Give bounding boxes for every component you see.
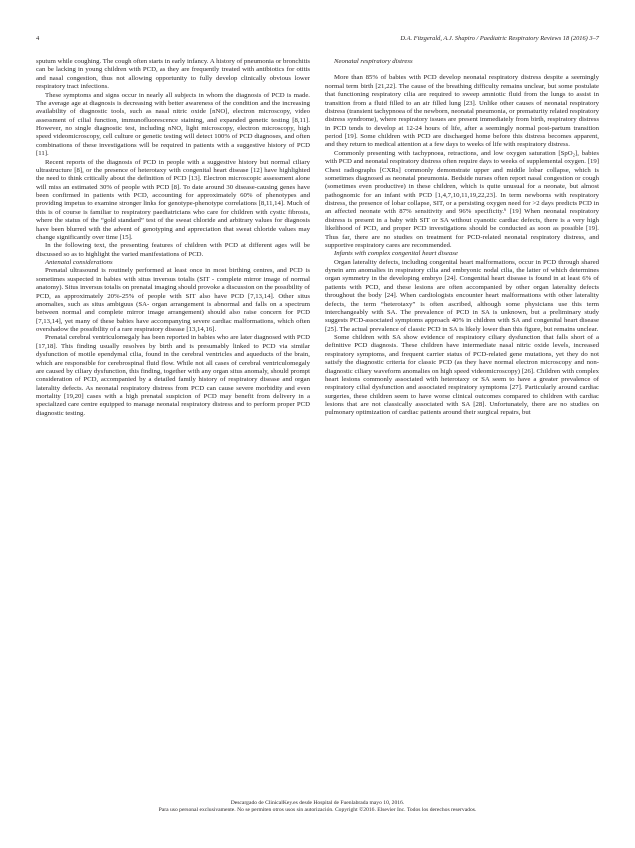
paragraph: In the following text, the presenting features of children with PCD at different ages will be discussed so as to highlight the varied manifestations of PCD.	[36, 242, 310, 258]
paragraph: Some children with SA show evidence of respiratory ciliary dysfunction that falls short of a definitive PCD diagnosis. These children have intermediate nasal nitric oxide levels, increased respiratory symptoms, and frequent carrier status of PCD-related gene mutations, yet they do not satisfy the diagnostic criteria for classic PCD (as they have normal electron microscopy and non-diagnostic ciliary waveform anomalies on high speed videomicroscopy) [26]. Children with complex heart lesions commonly associated with heterotaxy or SA seem to have a greater prevalence of respiratory cilial dysfunction and associated respiratory symptoms [27]. Particularly around cardiac surgeries, these children seem to have worse clinical outcomes compared to children with cardiac lesions that are not classically associated with SA [28]. Unfortunately, there are no studies on pulmonary optimization of cardiac patients around their surgical repairs, but	[325, 334, 599, 417]
paragraph: Organ laterality defects, including congenital heart malformations, occur in PCD through shared dynein arm anomalies in respiratory cilia and embryonic nodal cilia, the latter of which determines organ symmetry in the developing embryo [24]. Congenital heart disease is found in at least 6% of patients with PCD, and these lesions are often accompanied by other organ laterality defects throughout the body [24]. When cardiologists encounter heart malformations with other laterality defects, the term “heterotaxy” is often ascribed, although some physicians use this term interchangeably with SA. The prevalence of PCD in SA is unknown, but a preliminary study suggests PCD-associated symptoms approach 40% in children with SA and congenital heart disease [25]. The actual prevalence of classic PCD in SA is likely lower than this figure, but remains unclear.	[325, 258, 599, 333]
section-heading-antenatal: Antenatal considerations	[45, 259, 113, 266]
paragraph: Prenatal cerebral ventriculomegaly has been reported in babies who are later diagnosed with PCD [17,18]. This finding usually resolves by birth and is presumably linked to PCD via similar dysfunction of motile ependymal cilia, found in the cerebral ventricles and aqueducts of the brain, which are responsible for cerebrospinal fluid flow. While not all cases of cerebral ventriculomegaly are caused by ciliary dysfunction, this finding, together with any organ situs anomaly, should prompt consideration of PCD, accompanied by a detailed family history of respiratory disease and organ laterality defects. As neonatal respiratory distress from PCD can cause severe morbidity and even mortality [19,20] cases with a high prenatal suspicion of PCD may benefit from delivery in a specialized care centre equipped to manage neonatal respiratory distress and to perform proper PCD diagnostic testing.	[36, 334, 310, 417]
paragraph: These symptoms and signs occur in nearly all subjects in whom the diagnosis of PCD is made. The average age at diagnosis is decreasing with better awareness of the condition and the increasing availability of diagnostic tools, such as nasal nitric oxide [nNO], electron microscopy, video assessment of cilial function, immunofluorescence staining, and expanded genetic testing [8,11]. However, no single diagnostic test, including nNO, light microscopy, electron microscopy, high speed videomicroscopy, cell culture or genetic testing will detect 100% of PCD diagnoses, and often combinations of these investigations will be required in patients with a suggestive history of PCD [11].	[36, 91, 310, 158]
paragraph: sputum while coughing. The cough often starts in early infancy. A history of pneumonia or bronchitis can be lacking in young children with PCD, as they are frequently treated with antibiotics for otitis and nasal congestion, thus not allowing opportunity to fully develop clinically obvious lower respiratory tract infections.	[36, 58, 310, 91]
paragraph: More than 85% of babies with PCD develop neonatal respiratory distress despite a seemingly normal term birth [21,22]. The cause of the breathing difficulty remains unclear, but some postulate that functioning respiratory cilia are required to sweep amniotic fluid from the lungs to assist in transition from a fluid filled to an air filled lung [23]. Unlike other causes of neonatal respiratory distress (transient tachypnoea of the newborn, neonatal pneumonia, or prematurity related respiratory distress syndrome), where respiratory issues are present immediately from birth, respiratory distress in PCD tends to develop at 12-24 hours of life, after a seemingly normal post-partum transition period [19]. Some children with PCD are discharged home before this distress becomes apparent, and they return to medical attention at a few days to weeks of life with respiratory distress.	[325, 74, 599, 149]
section-heading-infants: Infants with complex congenital heart disease	[334, 250, 458, 258]
paragraph: Commonly presenting with tachypnoea, retractions, and low oxygen saturation [SpO₂], babies with PCD and neonatal respiratory distress often require days to weeks of supplemental oxygen. [19] Chest radiographs [CXRs] commonly demonstrate upper and middle lobar collapse, which is sometimes diagnosed as neonatal pneumonia. Bedside nurses often report nasal congestion or cough (sometimes even productive) in these children, which is quite unusual for a neonate, but almost pathognomic for an infant with PCD [1,4,7,10,11,19,22,23]. In term newborns with respiratory distress, the presence of lobar collapse, SIT, or a persisting oxygen need for >2 days predicts PCD in an affected neonate with 87% sensitivity and 96% specificity.⁶ [19] When neonatal respiratory distress is present in a baby with SIT or SA without cyanotic cardiac defects, there is a very high likelihood of PCD, and proper PCD investigations should be conducted as soon as possible [19]. Thus far, there are no studies on treatment for PCD-related neonatal respiratory distress, and supportive respiratory cares are recommended.	[325, 149, 599, 249]
page-header	[36, 35, 599, 47]
footer-download-note: Descargado de ClinicalKey.es desde Hospital de Fuenlabrada mayo 10, 2016.	[230, 800, 405, 806]
page-footer	[0, 800, 635, 814]
page-number: 4	[36, 35, 40, 42]
left-column	[36, 58, 310, 418]
paragraph: Recent reports of the diagnosis of PCD in people with a suggestive history but normal ciliary ultrastructure [8], or the presence of heterotaxy with congenital heart disease [12] have highlighted the need to think critically about the definition of PCD [13]. Electron microscopic assessment alone will miss an estimated 30% of people with PCD [8]. To date around 30 disease-causing genes have been confirmed in patients with PCD, accounting for approximately 60% of phenotypes and providing impetus to examine stronger links for genotype-phenotype correlations [8,11,14]. Much of this is of course is familiar to respiratory paediatricians who care for children with cystic fibrosis, where the status of the “gold standard” test of the sweat chloride and arbitrary values for diagnosis have been blurred with the advent of genotyping and appreciation that sweat chloride values may change significantly over time [15].	[36, 158, 310, 241]
paragraph: Prenatal ultrasound is routinely performed at least once in most birthing centres, and PCD is sometimes suspected in babies with situs inversus totalis (SIT - complete mirror image of normal anatomy). Situs inversus totalis on prenatal imaging should provoke a discussion on the possibility of PCD, as approximately 20%-25% of people with SIT also have PCD [7,13,14]. Other situs anomalies, such as situs ambiguus (SA- organ arrangement is abnormal and falls on a spectrum between normal and complete mirror image arrangement) should also raise concern for PCD [7,13,14], yet many of these babies have accompanying severe cardiac malformations, which often overshadow the possibility of a rare respiratory disease [13,14,16].	[36, 267, 310, 333]
section-heading-neonatal: Neonatal respiratory distress	[334, 58, 413, 65]
right-column	[325, 58, 599, 418]
footer-copyright-note: Para uso personal exclusivamente. No se permiten otros usos sin autorización. Copyright ©2016. Elsevier Inc. Todos los derechos reservados.	[158, 807, 477, 814]
running-title: D.A. Fitzgerald, A.J. Shapiro / Paediatric Respiratory Reviews 18 (2016) 3–7	[400, 35, 599, 42]
